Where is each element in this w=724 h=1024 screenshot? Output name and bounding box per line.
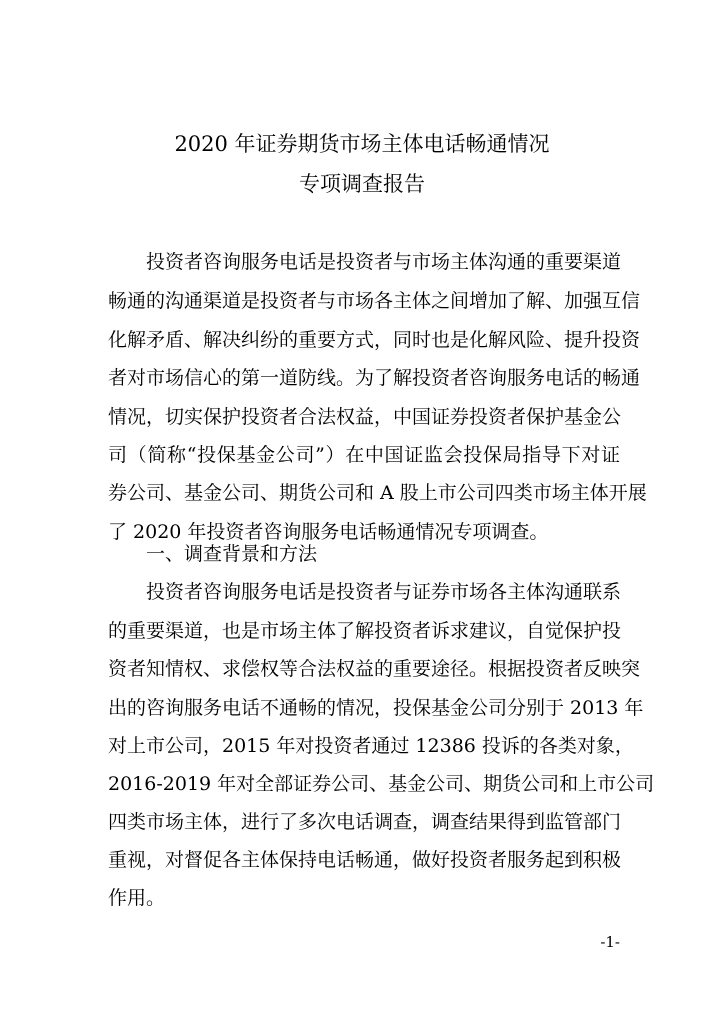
paragraph-2-line-6: 2016-2019 年对全部证券公司、基金公司、期货公司和上市公司 — [108, 773, 655, 795]
paragraph-1-line-5: 情况，切实保护投资者合法权益，中国证券投资者保护基金公 — [108, 406, 622, 428]
paragraph-1-line-4: 者对市场信心的第一道防线。为了解投资者咨询服务电话的畅通 — [108, 367, 641, 389]
paragraph-1-line-1: 投资者咨询服务电话是投资者与市场主体沟通的重要渠道 — [146, 251, 622, 273]
section-heading-1: 一、调查背景和方法 — [146, 543, 318, 565]
paragraph-1-line-3: 化解矛盾、解决纠纷的重要方式，同时也是化解风险、提升投资 — [108, 329, 641, 351]
document-title-line-2: 专项调查报告 — [299, 172, 425, 196]
paragraph-2-line-3: 资者知情权、求偿权等合法权益的重要途径。根据投资者反映突 — [108, 658, 641, 680]
paragraph-2-line-7: 四类市场主体，进行了多次电话调查，调查结果得到监管部门 — [108, 811, 622, 833]
paragraph-2-line-1: 投资者咨询服务电话是投资者与证券市场各主体沟通联系 — [146, 581, 622, 603]
paragraph-1-line-6: 司（简称“投保基金公司”）在中国证监会投保局指导下对证 — [108, 444, 620, 466]
paragraph-2-line-9: 作用。 — [108, 887, 166, 909]
paragraph-1-line-8: 了 2020 年投资者咨询服务电话畅通情况专项调查。 — [108, 521, 549, 543]
paragraph-1-line-7: 券公司、基金公司、期货公司和 A 股上市公司四类市场主体开展 — [108, 482, 647, 504]
paragraph-2-line-2: 的重要渠道，也是市场主体了解投资者诉求建议，自觉保护投 — [108, 620, 622, 642]
paragraph-2-line-8: 重视，对督促各主体保持电话畅通，做好投资者服务起到积极 — [108, 849, 622, 871]
document-title-line-1: 2020 年证券期货市场主体电话畅通情况 — [174, 132, 550, 156]
paragraph-2-line-4: 出的咨询服务电话不通畅的情况，投保基金公司分别于 2013 年 — [108, 697, 644, 719]
page-number: -1- — [600, 933, 620, 951]
paragraph-2-line-5: 对上市公司，2015 年对投资者通过 12386 投诉的各类对象， — [108, 735, 634, 757]
paragraph-1-line-2: 畅通的沟通渠道是投资者与市场各主体之间增加了解、加强互信 — [108, 290, 641, 312]
